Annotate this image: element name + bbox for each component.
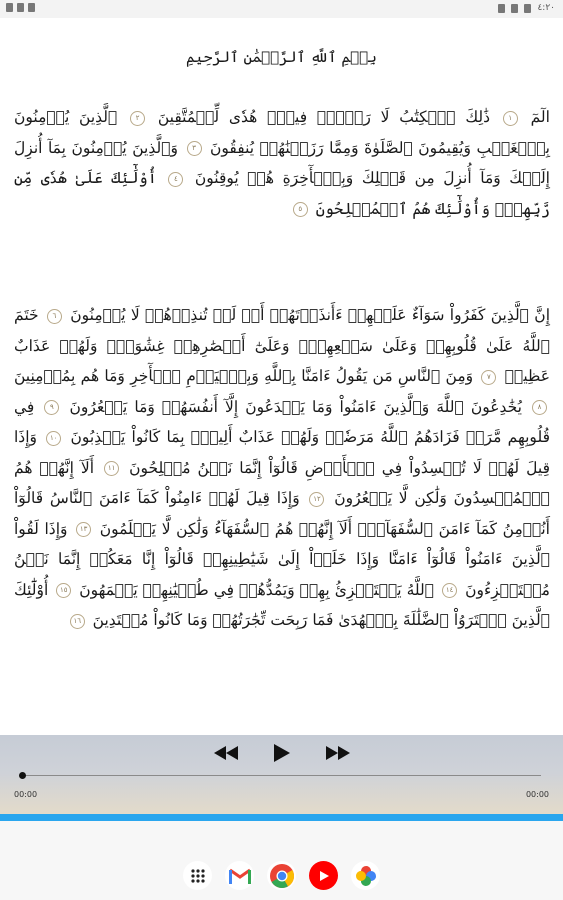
chrome-button[interactable] xyxy=(267,861,296,890)
rewind-button[interactable] xyxy=(213,743,239,763)
ayah-text: وَإِذَا قِيلَ لَهُمۡ ءَامِنُواْ كَمَآ ءَامَنَ ٱلنَّاسُ قَالُوٓاْ أَنُؤۡمِنُ كَمَآ ءَامَنَ ٱلسُّفَهَآءُۗ أَلَآ إِنَّهُمۡ هُمُ ٱلسُّفَهَآءُ وَلَٰكِن لَّا يَعۡلَمُونَ xyxy=(14,489,550,538)
ayah-number-marker: ١٤ xyxy=(442,583,457,598)
ayah-number-marker: ١ xyxy=(503,111,518,126)
ayah-number-marker: ٧ xyxy=(481,370,496,385)
ayah-number-marker: ١٠ xyxy=(46,431,61,446)
chrome-icon xyxy=(269,863,295,889)
fast-forward-button[interactable] xyxy=(325,743,351,763)
ayah-text: وَإِذَا قِيلَ لَهُمۡ لَا تُفۡسِدُواْ فِي ٱلۡأَرۡضِ قَالُوٓاْ إِنَّمَا نَحۡنُ مُصۡلِحُونَ xyxy=(14,428,551,477)
ayah-text: يُخَٰدِعُونَ ٱللَّهَ وَٱلَّذِينَ ءَامَنُواْ وَمَا يَخۡدَعُونَ إِلَّآ أَنفُسَهُمۡ وَمَا يَشۡعُرُونَ xyxy=(69,397,522,416)
sim-icon xyxy=(17,3,24,12)
ayah-text: ٱلَّذِينَ يُؤۡمِنُونَ بِٱلۡغَيۡبِ وَيُقِيمُونَ ٱلصَّلَوٰةَ وَمِمَّا رَزَقۡنَٰهُمۡ يُنفِقُونَ xyxy=(14,108,550,157)
gmail-icon xyxy=(229,868,251,884)
total-duration: 00:00 xyxy=(525,790,549,799)
youtube-button[interactable] xyxy=(309,861,338,890)
seek-bar-thumb[interactable] xyxy=(19,772,26,779)
ayah-number-marker: ١١ xyxy=(104,461,119,476)
ayah-number-marker: ١٦ xyxy=(70,614,85,629)
ayah-text: ذَٰلِكَ ٱلۡكِتَٰبُ لَا رَيۡبَۛ فِيهِۛ هُدٗى لِّلۡمُتَّقِينَ xyxy=(157,108,491,126)
signal-icon xyxy=(511,4,518,13)
battery-icon xyxy=(524,4,531,13)
ayah-number-marker: ١٣ xyxy=(76,522,91,537)
app-dock xyxy=(0,861,563,890)
ayah-text: أَلَآ إِنَّهُمۡ هُمُ ٱلۡمُفۡسِدُونَ وَلَٰكِن لَّا يَشۡعُرُونَ xyxy=(14,458,550,507)
rewind-icon xyxy=(214,746,238,760)
ayah-text: وَمِنَ ٱلنَّاسِ مَن يَقُولُ ءَامَنَّا بِٱللَّهِ وَبِٱلۡيَوۡمِ ٱلۡأٓخِرِ وَمَا هُم بِمُؤۡمِنِينَ xyxy=(14,367,474,385)
ayah-text: أُوْلَٰٓئِكَ عَلَىٰ هُدٗى مِّن رَّبِّهِمۡۖ وَأُوْلَٰٓئِكَ هُمُ ٱلۡمُفۡلِحُونَ xyxy=(14,169,550,218)
gmail-button[interactable] xyxy=(225,861,254,890)
seek-bar-track[interactable] xyxy=(22,775,541,776)
ayah-text: فِي قُلُوبِهِم مَّرَضٞ فَزَادَهُمُ ٱللَّهُ مَرَضٗاۖ وَلَهُمۡ عَذَابٌ أَلِيمُۢ بِمَا كَانُواْ يَكۡذِبُونَ xyxy=(14,397,550,446)
ayah-number-marker: ٨ xyxy=(532,400,547,415)
fast-forward-icon xyxy=(326,746,350,760)
youtube-icon xyxy=(317,870,331,882)
app-drawer-icon xyxy=(190,868,206,884)
play-icon xyxy=(274,744,290,762)
status-bar xyxy=(0,0,563,18)
ayah-text: وَٱلَّذِينَ يُؤۡمِنُونَ بِمَآ أُنزِلَ إِلَيۡكَ وَمَآ أُنزِلَ مِن قَبۡلِكَ وَبِٱلۡأٓخِرَةِ هُمۡ يُوقِنُونَ xyxy=(14,138,550,187)
ayah-number-marker: ٦ xyxy=(47,309,62,324)
ayah-block-1 xyxy=(14,102,550,224)
ayah-number-marker: ١٥ xyxy=(56,583,71,598)
ayah-number-marker: ٥ xyxy=(293,202,308,217)
bismillah-heading: بِسۡمِ ٱللَّهِ ٱلرَّحۡمَٰنِ ٱلرَّحِيمِ xyxy=(186,48,377,66)
audio-player xyxy=(0,735,563,820)
ayah-number-marker: ٢ xyxy=(130,111,145,126)
status-time: ٤:٢٠ xyxy=(537,3,555,13)
ayah-text: إِنَّ ٱلَّذِينَ كَفَرُواْ سَوَآءٌ عَلَيۡهِمۡ ءَأَنذَرۡتَهُمۡ أَمۡ لَمۡ تُنذِرۡهُمۡ لَا يُؤۡمِنُونَ xyxy=(70,306,550,324)
wifi-icon xyxy=(28,3,35,12)
accent-bar xyxy=(0,814,563,821)
ayah-number-marker: ٣ xyxy=(187,141,202,156)
ayah-number-marker: ٤ xyxy=(168,172,183,187)
ayah-text: أُوْلَٰٓئِكَ ٱلَّذِينَ ٱشۡتَرَوُاْ ٱلضَّلَٰلَةَ بِٱلۡهُدَىٰ فَمَا رَبِحَت تِّجَٰرَتُهُمۡ وَمَا كَانُواْ مُهۡتَدِينَ xyxy=(14,580,550,629)
ayah-text: ٱللَّهُ يَسۡتَهۡزِئُ بِهِمۡ وَيَمُدُّهُمۡ فِي طُغۡيَٰنِهِمۡ يَعۡمَهُونَ xyxy=(79,580,435,599)
player-controls xyxy=(0,743,563,763)
photos-icon xyxy=(355,865,377,887)
status-left-icons xyxy=(6,3,35,12)
elapsed-time: 00:00 xyxy=(14,790,38,799)
battery-saver-icon xyxy=(498,4,505,13)
taskbar xyxy=(0,821,563,900)
ayah-text: خَتَمَ ٱللَّهُ عَلَىٰ قُلُوبِهِمۡ وَعَلَىٰ سَمۡعِهِمۡۖ وَعَلَىٰٓ أَبۡصَٰرِهِمۡ غِشَٰوَةٞۖ وَلَهُمۡ عَذَابٌ عَظِيمٞ xyxy=(14,306,550,385)
play-button[interactable] xyxy=(269,743,295,763)
photos-button[interactable] xyxy=(351,861,380,890)
ayah-number-marker: ١٢ xyxy=(309,492,324,507)
ayah-block-2 xyxy=(14,300,550,636)
ayah-text: وَإِذَا لَقُواْ ٱلَّذِينَ ءَامَنُواْ قَالُوٓاْ ءَامَنَّا وَإِذَا خَلَوۡاْ إِلَىٰ شَيَٰطِينِهِمۡ قَالُوٓاْ إِنَّا مَعَكُمۡ إِنَّمَا نَحۡنُ مُسۡتَهۡزِءُونَ xyxy=(14,519,550,599)
ayah-number-marker: ٩ xyxy=(44,400,59,415)
status-right-icons xyxy=(498,3,555,13)
app-drawer-button[interactable] xyxy=(183,861,212,890)
ayah-text: الٓمٓ xyxy=(530,108,550,126)
notification-icon xyxy=(6,3,13,12)
